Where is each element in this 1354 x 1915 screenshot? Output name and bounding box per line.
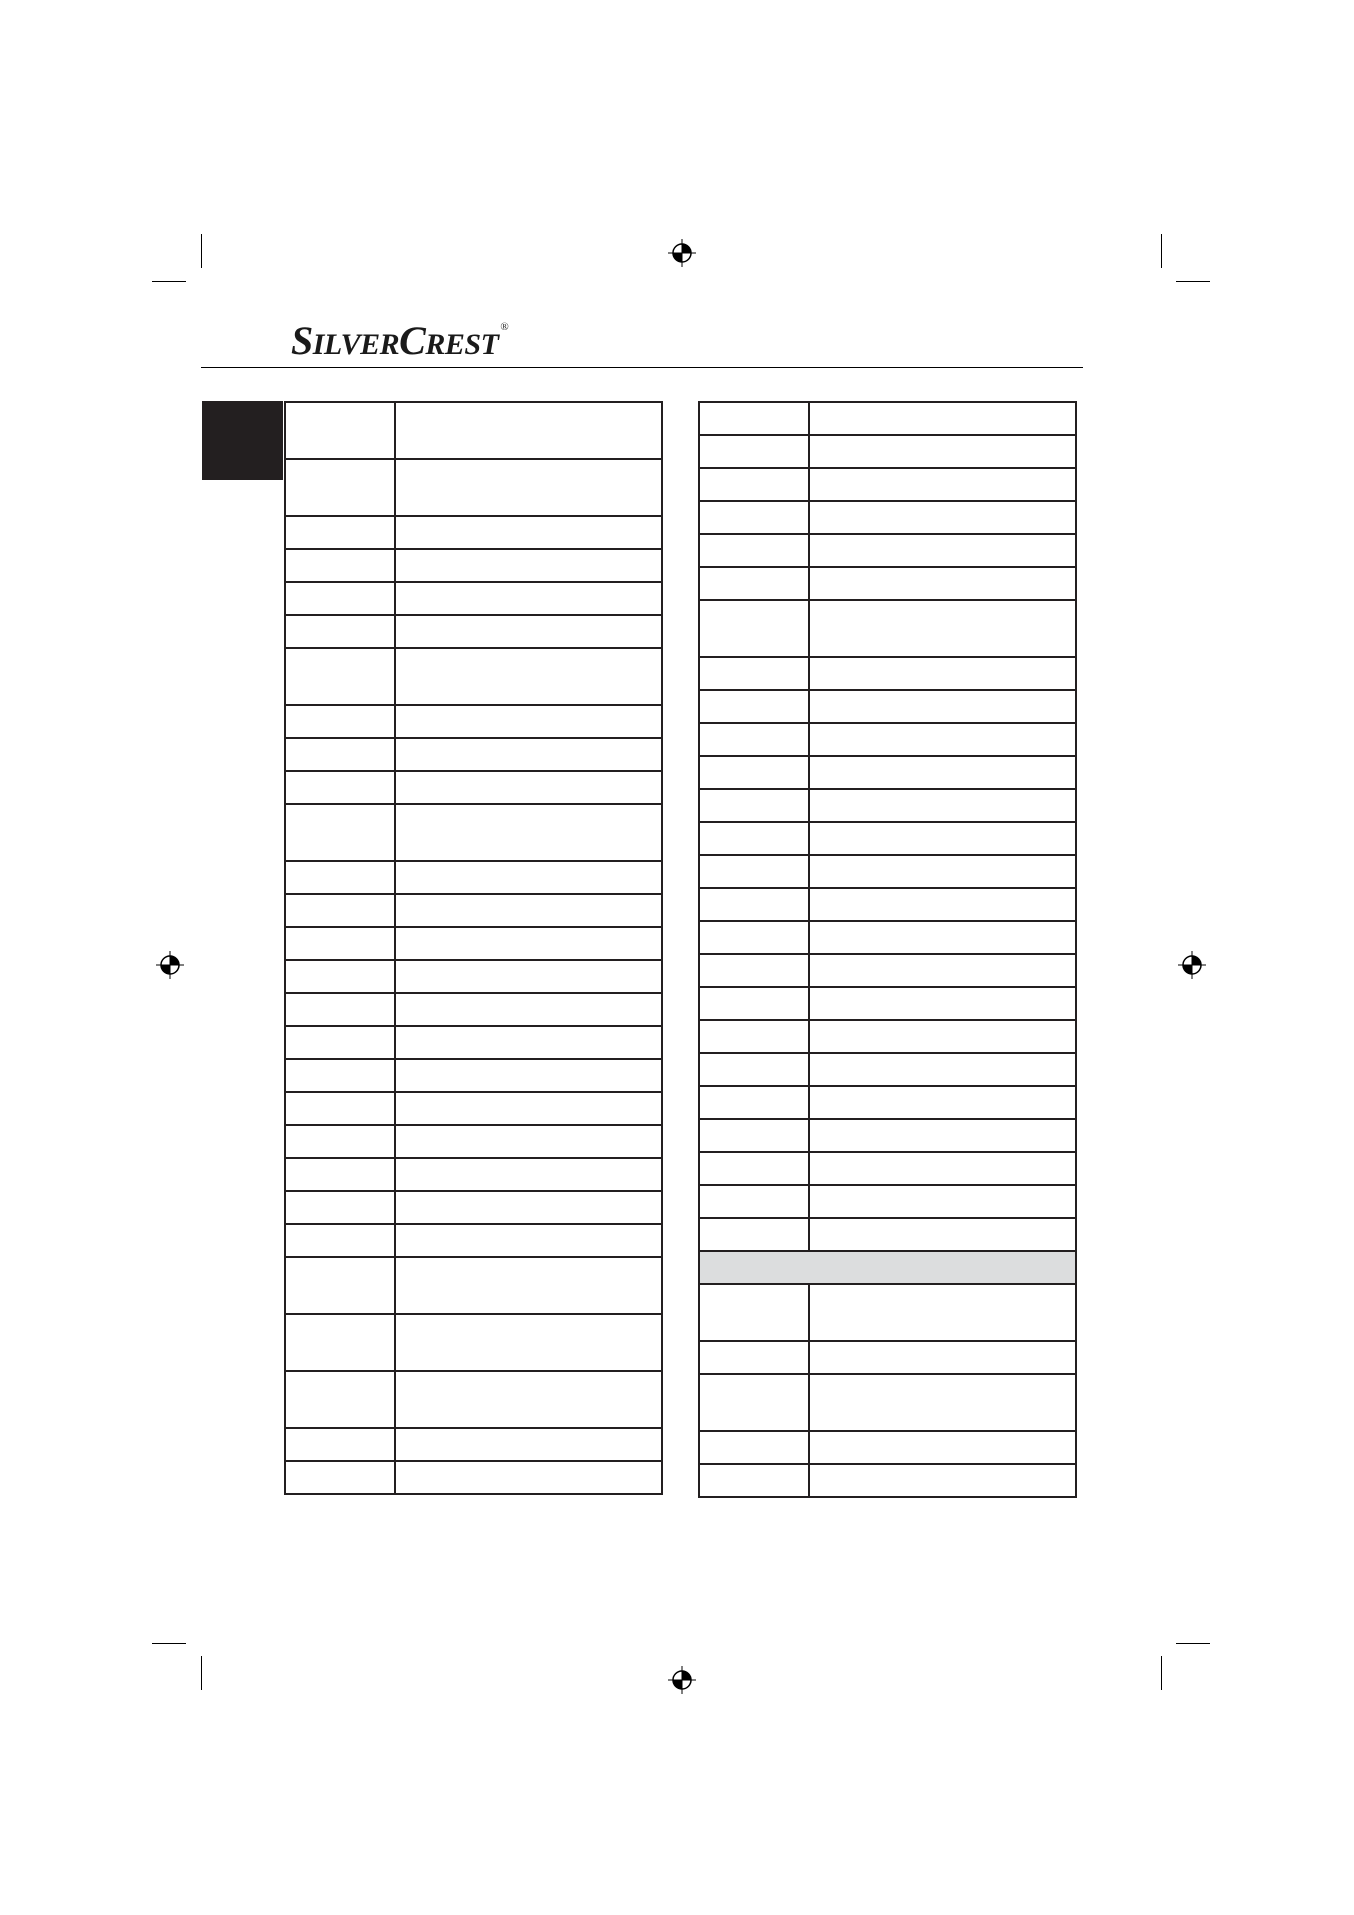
value-cell	[809, 921, 1076, 954]
table-row	[699, 921, 1076, 954]
value-cell	[395, 1158, 662, 1191]
value-cell	[809, 1431, 1076, 1464]
table-row	[285, 927, 662, 960]
value-cell	[395, 1191, 662, 1224]
value-cell	[395, 1125, 662, 1158]
value-cell	[395, 1314, 662, 1371]
value-cell	[809, 789, 1076, 822]
table-row	[699, 822, 1076, 855]
key-cell	[285, 1059, 395, 1092]
table-row	[285, 615, 662, 648]
key-cell	[699, 567, 809, 600]
table-row	[699, 1218, 1076, 1251]
value-cell	[395, 1092, 662, 1125]
key-cell	[699, 600, 809, 657]
value-cell	[809, 822, 1076, 855]
table-row	[699, 402, 1076, 435]
table-row	[285, 402, 662, 459]
table-row	[699, 1341, 1076, 1374]
value-cell	[809, 756, 1076, 789]
value-cell	[395, 1371, 662, 1428]
value-cell	[395, 960, 662, 993]
value-cell	[395, 582, 662, 615]
value-cell	[809, 1152, 1076, 1185]
registration-mark-icon	[667, 238, 697, 268]
key-cell	[699, 822, 809, 855]
value-cell	[395, 1428, 662, 1461]
value-cell	[395, 1059, 662, 1092]
crop-mark	[152, 1643, 186, 1644]
value-cell	[395, 549, 662, 582]
key-cell	[699, 435, 809, 468]
table-row	[285, 804, 662, 861]
table-row	[285, 861, 662, 894]
table-row	[699, 435, 1076, 468]
value-cell	[809, 954, 1076, 987]
key-cell	[699, 855, 809, 888]
value-cell	[809, 855, 1076, 888]
key-cell	[285, 1224, 395, 1257]
key-cell	[699, 657, 809, 690]
key-cell	[699, 468, 809, 501]
key-cell	[699, 1341, 809, 1374]
table-row	[699, 1431, 1076, 1464]
registration-mark-icon	[1177, 950, 1207, 980]
table-row	[699, 1053, 1076, 1086]
table-row	[285, 738, 662, 771]
table-row	[285, 648, 662, 705]
table-row	[699, 1020, 1076, 1053]
crop-mark	[1161, 1656, 1162, 1690]
table-row	[699, 657, 1076, 690]
value-cell	[809, 600, 1076, 657]
table-row	[699, 1185, 1076, 1218]
table-row	[285, 1059, 662, 1092]
value-cell	[395, 927, 662, 960]
value-cell	[809, 567, 1076, 600]
key-cell	[699, 1464, 809, 1497]
table-row	[285, 1191, 662, 1224]
table-row	[285, 1125, 662, 1158]
key-cell	[285, 1092, 395, 1125]
value-cell	[395, 1026, 662, 1059]
table-row	[285, 705, 662, 738]
table-row	[285, 1158, 662, 1191]
table-row	[699, 954, 1076, 987]
value-cell	[809, 1218, 1076, 1251]
left-table	[284, 401, 663, 1495]
key-cell	[699, 756, 809, 789]
key-cell	[285, 402, 395, 459]
value-cell	[395, 615, 662, 648]
brand-logo: SILVERCREST®	[291, 318, 509, 363]
table-row	[699, 855, 1076, 888]
table-row	[699, 1464, 1076, 1497]
table-row	[699, 723, 1076, 756]
table-row	[285, 1224, 662, 1257]
key-cell	[285, 1191, 395, 1224]
value-cell	[395, 705, 662, 738]
table-row	[285, 1461, 662, 1494]
key-cell	[285, 459, 395, 516]
table-row	[285, 1428, 662, 1461]
table-row	[285, 1092, 662, 1125]
value-cell	[809, 1464, 1076, 1497]
table-row	[285, 1257, 662, 1314]
table-row	[285, 459, 662, 516]
table-section-row	[699, 1251, 1076, 1284]
table-row	[699, 987, 1076, 1020]
key-cell	[699, 954, 809, 987]
key-cell	[699, 1431, 809, 1464]
value-cell	[809, 501, 1076, 534]
table-row	[285, 993, 662, 1026]
table-row	[699, 468, 1076, 501]
value-cell	[395, 1257, 662, 1314]
value-cell	[395, 402, 662, 459]
value-cell	[809, 723, 1076, 756]
key-cell	[699, 888, 809, 921]
key-cell	[285, 1257, 395, 1314]
table-row	[699, 501, 1076, 534]
header-rule	[201, 367, 1083, 368]
value-cell	[809, 1341, 1076, 1374]
table-row	[699, 534, 1076, 567]
value-cell	[395, 804, 662, 861]
key-cell	[699, 1284, 809, 1341]
table-row	[699, 1086, 1076, 1119]
table-row	[699, 789, 1076, 822]
key-cell	[285, 804, 395, 861]
table-row	[285, 1371, 662, 1428]
key-cell	[285, 894, 395, 927]
value-cell	[809, 1374, 1076, 1431]
registration-mark-icon	[155, 950, 185, 980]
key-cell	[699, 1185, 809, 1218]
table-row	[285, 582, 662, 615]
key-cell	[285, 1428, 395, 1461]
table-row	[285, 549, 662, 582]
value-cell	[809, 987, 1076, 1020]
key-cell	[699, 501, 809, 534]
table-row	[699, 888, 1076, 921]
value-cell	[809, 1185, 1076, 1218]
value-cell	[395, 738, 662, 771]
value-cell	[395, 993, 662, 1026]
table-row	[699, 1284, 1076, 1341]
key-cell	[285, 1371, 395, 1428]
table-row	[285, 1314, 662, 1371]
table-row	[285, 771, 662, 804]
key-cell	[699, 1053, 809, 1086]
key-cell	[699, 690, 809, 723]
key-cell	[285, 993, 395, 1026]
key-cell	[285, 582, 395, 615]
key-cell	[285, 705, 395, 738]
value-cell	[395, 1461, 662, 1494]
value-cell	[809, 1284, 1076, 1341]
key-cell	[285, 516, 395, 549]
crop-mark	[201, 234, 202, 268]
value-cell	[395, 648, 662, 705]
table-row	[699, 600, 1076, 657]
value-cell	[809, 402, 1076, 435]
key-cell	[699, 1086, 809, 1119]
value-cell	[809, 657, 1076, 690]
value-cell	[809, 1053, 1076, 1086]
table-row	[699, 1374, 1076, 1431]
registration-mark-icon	[667, 1665, 697, 1695]
key-cell	[285, 1158, 395, 1191]
value-cell	[395, 771, 662, 804]
right-table	[698, 401, 1077, 1498]
key-cell	[285, 1026, 395, 1059]
key-cell	[699, 402, 809, 435]
value-cell	[809, 1119, 1076, 1152]
registered-mark: ®	[500, 321, 509, 333]
crop-mark	[1161, 234, 1162, 268]
key-cell	[285, 615, 395, 648]
key-cell	[285, 927, 395, 960]
key-cell	[285, 960, 395, 993]
key-cell	[285, 861, 395, 894]
key-cell	[699, 1119, 809, 1152]
table-row	[285, 894, 662, 927]
crop-mark	[152, 281, 186, 282]
value-cell	[809, 690, 1076, 723]
value-cell	[809, 435, 1076, 468]
value-cell	[809, 1086, 1076, 1119]
key-cell	[699, 921, 809, 954]
table-row	[699, 690, 1076, 723]
key-cell	[699, 723, 809, 756]
key-cell	[699, 534, 809, 567]
value-cell	[395, 459, 662, 516]
value-cell	[395, 861, 662, 894]
table-row	[699, 1152, 1076, 1185]
table-row	[285, 1026, 662, 1059]
key-cell	[699, 1152, 809, 1185]
value-cell	[809, 888, 1076, 921]
key-cell	[699, 789, 809, 822]
table-row	[699, 567, 1076, 600]
key-cell	[285, 1125, 395, 1158]
value-cell	[809, 1020, 1076, 1053]
key-cell	[285, 648, 395, 705]
value-cell	[395, 516, 662, 549]
key-cell	[699, 987, 809, 1020]
value-cell	[809, 468, 1076, 501]
key-cell	[285, 1314, 395, 1371]
table-row	[285, 960, 662, 993]
table-row	[285, 516, 662, 549]
key-cell	[285, 1461, 395, 1494]
language-tab	[202, 401, 283, 480]
section-cell	[699, 1251, 1076, 1284]
key-cell	[699, 1374, 809, 1431]
crop-mark	[201, 1656, 202, 1690]
table-row	[699, 756, 1076, 789]
value-cell	[395, 894, 662, 927]
key-cell	[699, 1020, 809, 1053]
key-cell	[699, 1218, 809, 1251]
crop-mark	[1176, 281, 1210, 282]
key-cell	[285, 738, 395, 771]
crop-mark	[1176, 1643, 1210, 1644]
value-cell	[809, 534, 1076, 567]
key-cell	[285, 771, 395, 804]
value-cell	[395, 1224, 662, 1257]
key-cell	[285, 549, 395, 582]
table-row	[699, 1119, 1076, 1152]
